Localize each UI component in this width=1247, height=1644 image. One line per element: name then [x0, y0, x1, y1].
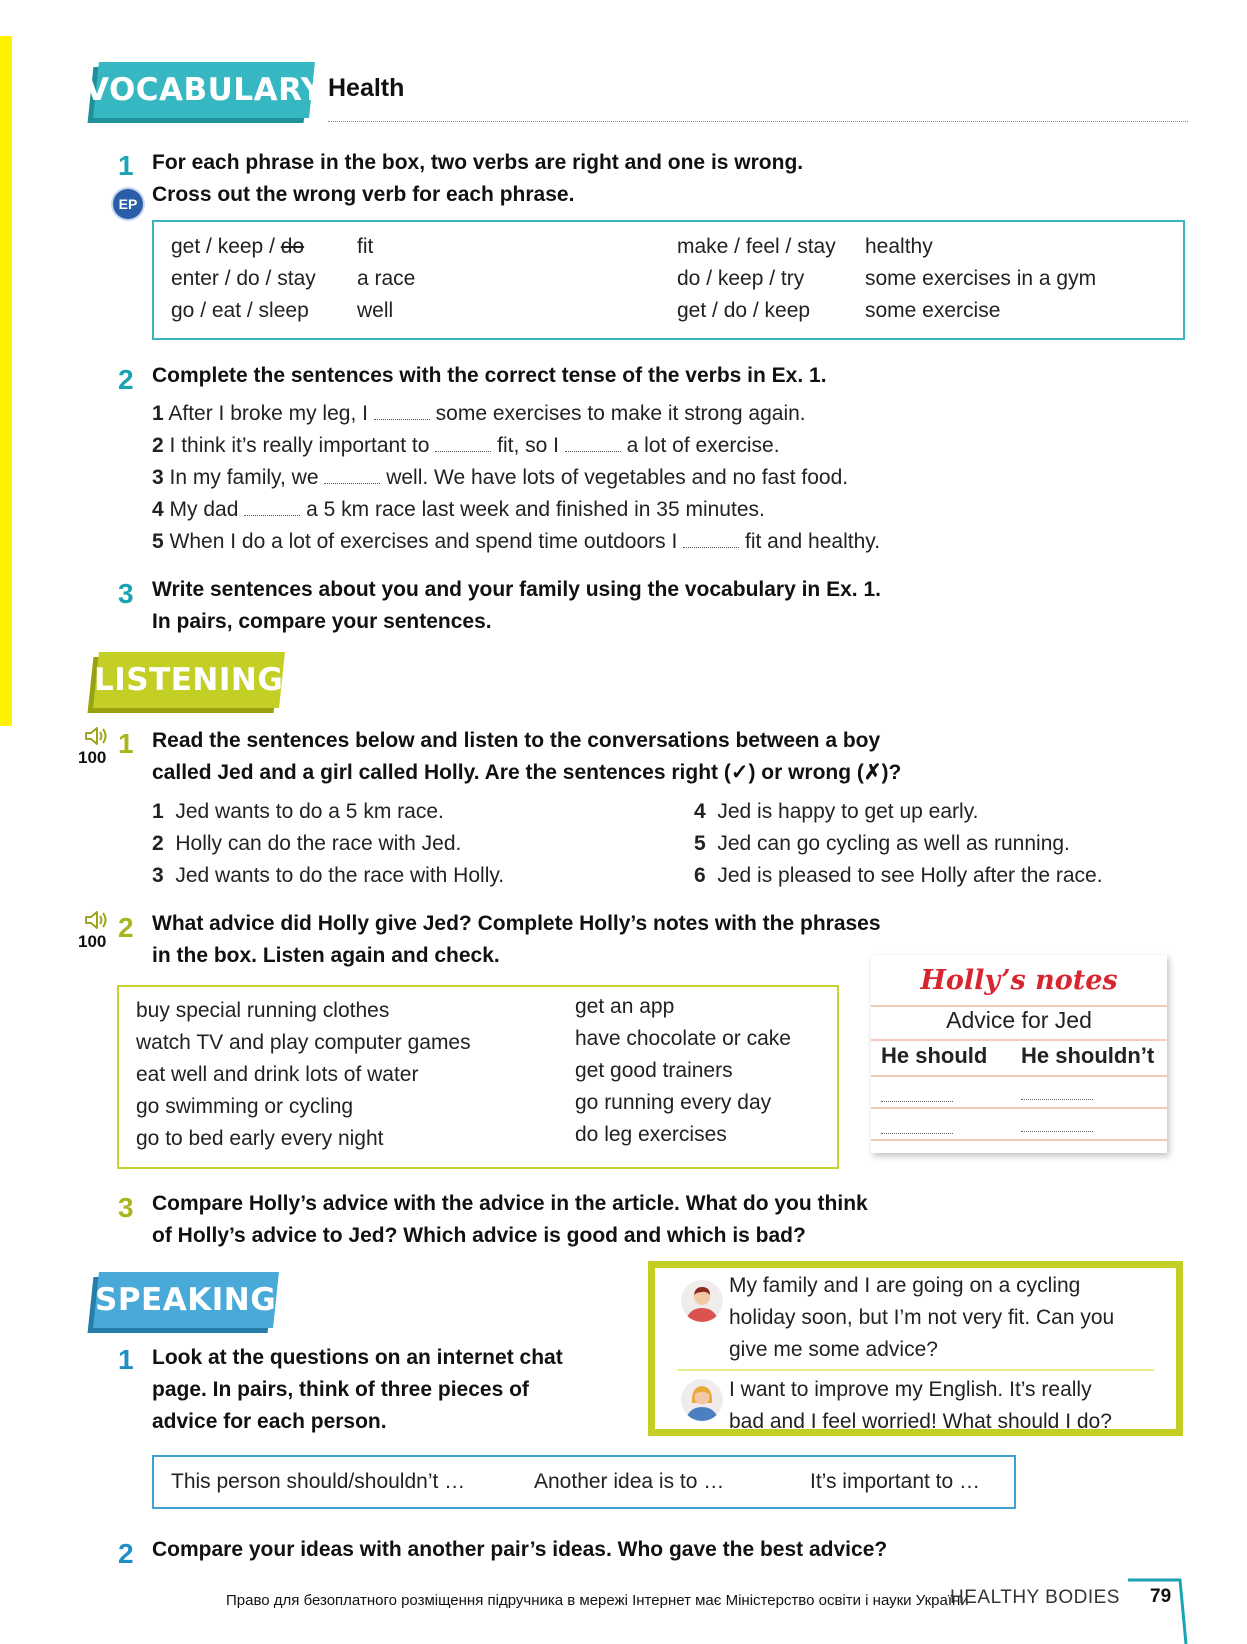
- footer-legal-text: Право для безоплатного розміщення підручника в мережі Інтернет має Міністерство освіти і науки України: [226, 1592, 969, 1609]
- exercise-instruction: Complete the sentences with the correct tense of the verbs in Ex. 1.: [152, 364, 827, 387]
- exercise-instruction: Write sentences about you and your family using the vocabulary in Ex. 1.: [152, 578, 881, 601]
- advice-phrase: get an app: [575, 995, 675, 1018]
- notes-rule: [871, 1139, 1167, 1141]
- exercise-instruction: page. In pairs, think of three pieces of: [152, 1378, 529, 1401]
- exercise-instruction: Read the sentences below and listen to the conversations between a boy: [152, 729, 881, 752]
- avatar-girl-icon: [681, 1379, 723, 1421]
- exercise-number: 3: [118, 1192, 134, 1223]
- hollys-notes-card: [871, 955, 1167, 1153]
- notes-blank[interactable]: [881, 1133, 953, 1134]
- chat-message: I want to improve my English. It’s really bad and I feel worried! What should I do?: [729, 1378, 1112, 1433]
- avatar-boy-icon: [681, 1280, 723, 1322]
- advice-phrase: go swimming or cycling: [136, 1095, 354, 1118]
- advice-phrase: get good trainers: [575, 1059, 733, 1082]
- verb-options: do / keep / try: [677, 267, 805, 290]
- phrase: a race: [357, 267, 416, 290]
- exercise-number: 1: [118, 1344, 134, 1375]
- advice-phrase: watch TV and play computer games: [136, 1031, 471, 1054]
- phrase: some exercise: [865, 299, 1001, 322]
- sentence-item: 5 When I do a lot of exercises and spend time outdoors I fit and healthy.: [152, 530, 881, 553]
- useful-phrase: This person should/shouldn’t …: [171, 1470, 466, 1493]
- section-title: Health: [328, 74, 405, 102]
- phrase: well: [357, 299, 394, 322]
- chat-divider: [677, 1369, 1154, 1371]
- notes-column-should: He should: [881, 1043, 988, 1068]
- statement-item: 5 Jed can go cycling as well as running.: [694, 832, 1070, 855]
- answer-blank[interactable]: [244, 497, 300, 516]
- exercise-instruction: What advice did Holly give Jed? Complete Holly’s notes with the phrases: [152, 912, 881, 935]
- notes-column-shouldnt: He shouldn’t: [1021, 1043, 1155, 1068]
- unit-title: HEALTHY BODIES: [950, 1587, 1120, 1608]
- notes-blank[interactable]: [1021, 1099, 1093, 1100]
- notes-rule: [871, 1039, 1167, 1041]
- advice-phrase: have chocolate or cake: [575, 1027, 791, 1050]
- advice-phrase: eat well and drink lots of water: [136, 1063, 419, 1086]
- exercise-instruction: Compare Holly’s advice with the advice in the article. What do you think: [152, 1192, 868, 1215]
- exercise-number: 2: [118, 1538, 134, 1569]
- statement-item: 3 Jed wants to do the race with Holly.: [152, 864, 505, 887]
- page-edge-marker: [0, 36, 12, 726]
- statement-item: 4 Jed is happy to get up early.: [694, 800, 979, 823]
- audio-track-number: 100: [78, 932, 107, 951]
- useful-phrase: It’s important to …: [810, 1470, 981, 1493]
- vocabulary-badge: VOCABULARY: [93, 62, 315, 118]
- answer-blank[interactable]: [435, 433, 491, 452]
- sentence-item: 1 After I broke my leg, I some exercises to make it strong again.: [152, 402, 806, 425]
- verb-options: enter / do / stay: [171, 267, 316, 290]
- sentence-item: 3 In my family, we well. We have lots of vegetables and no fast food.: [152, 466, 849, 489]
- sentence-item: 2 I think it’s really important to fit, so I a lot of exercise.: [152, 434, 780, 457]
- answer-blank[interactable]: [683, 529, 739, 548]
- chat-questions-box: [648, 1261, 1183, 1436]
- chat-message: My family and I are going on a cycling holiday soon, but I’m not very fit. Can you give me some advice?: [729, 1274, 1115, 1361]
- phrase: some exercises in a gym: [865, 267, 1097, 290]
- statement-item: 2 Holly can do the race with Jed.: [152, 832, 462, 855]
- answer-blank[interactable]: [565, 433, 621, 452]
- exercise-instruction: Look at the questions on an internet chat: [152, 1346, 563, 1369]
- notes-rule: [871, 1107, 1167, 1109]
- verb-options: get / keep / do: [171, 235, 305, 258]
- audio-speaker-icon[interactable]: [84, 726, 108, 746]
- title-underline: [328, 121, 1188, 122]
- audio-speaker-icon[interactable]: [84, 910, 108, 930]
- listening-badge: LISTENING: [93, 652, 285, 708]
- exercise-number: 3: [118, 578, 134, 609]
- exercise-instruction: called Jed and a girl called Holly. Are the sentences right (✓) or wrong (✗)?: [152, 761, 902, 784]
- phrase: healthy: [865, 235, 933, 258]
- exercise-number: 1: [118, 150, 134, 181]
- exercise-instruction: advice for each person.: [152, 1410, 387, 1433]
- notes-subtitle: Advice for Jed: [946, 1007, 1092, 1033]
- exercise-instruction: In pairs, compare your sentences.: [152, 610, 492, 633]
- advice-phrase-box: [117, 985, 839, 1169]
- verb-phrase-box: [152, 220, 1185, 340]
- useful-phrases-box: [152, 1455, 1016, 1509]
- exercise-instruction: Compare your ideas with another pair’s ideas. Who gave the best advice?: [152, 1538, 888, 1561]
- advice-phrase: do leg exercises: [575, 1123, 727, 1146]
- exercise-instruction: in the box. Listen again and check.: [152, 944, 500, 967]
- notes-blank[interactable]: [1021, 1131, 1093, 1132]
- verb-options: make / feel / stay: [677, 235, 836, 258]
- speaking-badge: SPEAKING: [93, 1272, 279, 1328]
- statement-item: 1 Jed wants to do a 5 km race.: [152, 800, 444, 823]
- page-number: 79: [1150, 1586, 1172, 1607]
- useful-phrase: Another idea is to …: [534, 1470, 725, 1493]
- notes-title: Holly’s notes: [920, 965, 1118, 996]
- answer-blank[interactable]: [374, 401, 430, 420]
- exercise-number: 2: [118, 912, 134, 943]
- advice-phrase: buy special running clothes: [136, 999, 390, 1022]
- notes-blank[interactable]: [881, 1101, 953, 1102]
- exercise-number: 1: [118, 728, 134, 759]
- statement-item: 6 Jed is pleased to see Holly after the race.: [694, 864, 1103, 887]
- exercise-number: 2: [118, 364, 134, 395]
- struck-verb: do: [280, 235, 305, 258]
- sentence-item: 4 My dad a 5 km race last week and finished in 35 minutes.: [152, 498, 765, 521]
- advice-phrase: go running every day: [575, 1091, 772, 1114]
- exercise-instruction: of Holly’s advice to Jed? Which advice is good and which is bad?: [152, 1224, 806, 1247]
- ep-badge: EP: [113, 189, 143, 219]
- notes-rule: [871, 1075, 1167, 1077]
- verb-options: get / do / keep: [677, 299, 811, 322]
- exercise-instruction: Cross out the wrong verb for each phrase.: [152, 183, 575, 206]
- verb-options: go / eat / sleep: [171, 299, 309, 322]
- exercise-instruction: For each phrase in the box, two verbs are right and one is wrong.: [152, 151, 804, 174]
- phrase: fit: [357, 235, 374, 258]
- answer-blank[interactable]: [324, 465, 380, 484]
- advice-phrase: go to bed early every night: [136, 1127, 384, 1150]
- audio-track-number: 100: [78, 748, 107, 767]
